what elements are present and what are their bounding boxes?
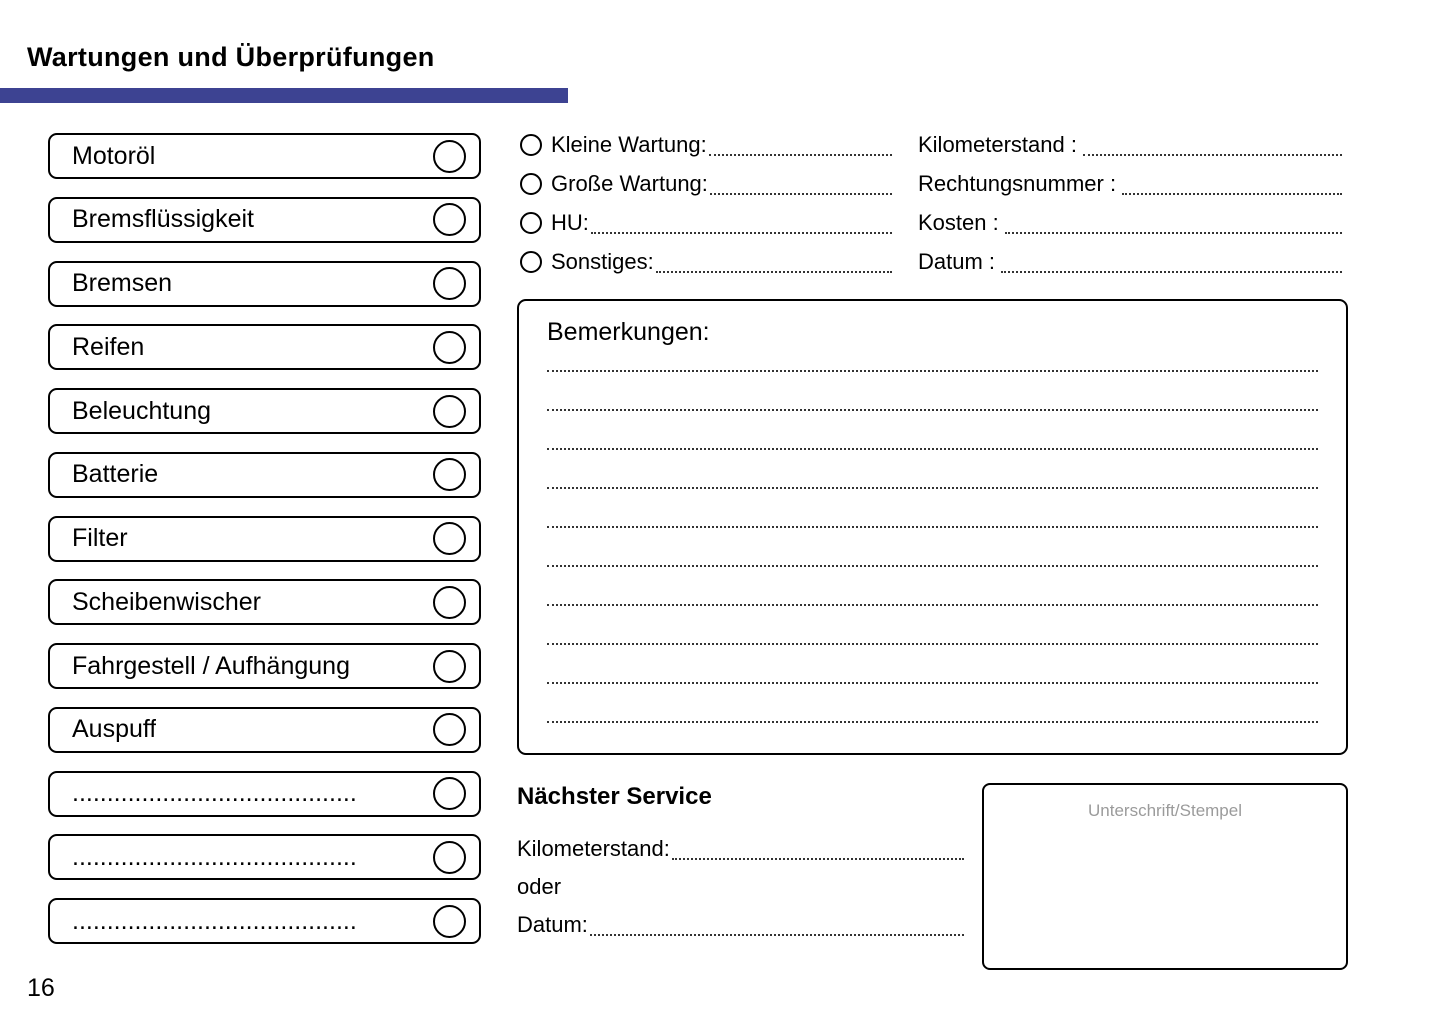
radio-circle[interactable] (520, 251, 542, 273)
next-service-row (517, 906, 964, 944)
checklist (48, 133, 481, 944)
signature-box[interactable] (982, 783, 1348, 970)
checklist-row[interactable] (48, 643, 481, 689)
check-circle[interactable] (433, 586, 466, 619)
remarks-box (517, 299, 1348, 755)
check-circle[interactable] (433, 395, 466, 428)
service-type-row[interactable] (520, 164, 892, 203)
fill-in-line[interactable] (1122, 193, 1342, 195)
service-type-row[interactable] (520, 242, 892, 281)
remarks-line[interactable] (547, 489, 1318, 528)
remarks-line[interactable] (547, 372, 1318, 411)
next-service-fields (517, 830, 964, 944)
fill-in-line[interactable] (710, 193, 892, 195)
check-circle[interactable] (433, 458, 466, 491)
check-circle[interactable] (433, 331, 466, 364)
radio-circle[interactable] (520, 134, 542, 156)
invoice-field-label: Rechtungsnummer : (918, 170, 1117, 196)
check-circle[interactable] (433, 905, 466, 938)
checklist-row[interactable] (48, 516, 481, 562)
checklist-label: Bremsen (72, 269, 173, 297)
checklist-label: Scheibenwischer (72, 587, 261, 616)
remarks-line[interactable] (547, 645, 1318, 684)
fill-in-line[interactable] (709, 154, 892, 156)
remarks-line[interactable] (547, 606, 1318, 645)
page-title: Wartungen und Überprüfungen (27, 42, 435, 72)
checklist-row[interactable] (48, 324, 481, 370)
remarks-line[interactable] (547, 450, 1318, 489)
fill-in-line[interactable] (590, 934, 964, 936)
invoice-field-row[interactable] (918, 242, 1342, 281)
fill-in-line[interactable] (672, 858, 964, 860)
next-service-label: Kilometerstand: (517, 836, 670, 861)
checklist-row[interactable] (48, 261, 481, 307)
invoice-field-row[interactable] (918, 164, 1342, 203)
fill-in-line[interactable] (656, 271, 892, 273)
service-type-label: Kleine Wartung: (551, 131, 707, 157)
service-type-label: HU: (551, 209, 589, 235)
service-type-label: Große Wartung: (551, 170, 708, 196)
checklist-label: Reifen (72, 332, 145, 361)
checklist-label: ......................................... (72, 779, 357, 807)
invoice-field-label: Datum : (918, 248, 996, 274)
remarks-line[interactable] (547, 347, 1318, 372)
remarks-line[interactable] (547, 567, 1318, 606)
invoice-field-row[interactable] (918, 203, 1342, 242)
radio-circle[interactable] (520, 212, 542, 234)
invoice-field-label: Kilometerstand : (918, 131, 1077, 157)
service-type-row[interactable] (520, 125, 892, 164)
checklist-label: Motoröl (72, 141, 156, 170)
page-number: 16 (27, 974, 55, 1002)
check-circle[interactable] (433, 841, 466, 874)
checklist-row[interactable] (48, 133, 481, 179)
checklist-row[interactable] (48, 388, 481, 434)
checklist-row[interactable] (48, 707, 481, 753)
checklist-label: ......................................... (72, 842, 357, 871)
checklist-row[interactable] (48, 898, 481, 944)
remarks-line[interactable] (547, 411, 1318, 450)
next-service-label: oder (517, 874, 562, 899)
remarks-lines (547, 347, 1318, 723)
remarks-line[interactable] (547, 528, 1318, 567)
checklist-label: Bremsflüssigkeit (72, 205, 254, 234)
service-type-list (520, 125, 892, 281)
check-circle[interactable] (433, 267, 466, 300)
checklist-label: Beleuchtung (72, 396, 212, 425)
next-service-section (517, 782, 964, 944)
remarks-line[interactable] (547, 684, 1318, 723)
remarks-title: Bemerkungen: (547, 318, 710, 346)
service-type-row[interactable] (520, 203, 892, 242)
radio-circle[interactable] (520, 173, 542, 195)
check-circle[interactable] (433, 777, 466, 810)
next-service-row (517, 830, 964, 868)
next-service-title: Nächster Service (517, 783, 712, 810)
title-underline (0, 88, 568, 103)
signature-label: Unterschrift/Stempel (1088, 801, 1242, 820)
checklist-row[interactable] (48, 771, 481, 817)
invoice-field-row[interactable] (918, 125, 1342, 164)
invoice-field-list (918, 125, 1342, 281)
service-type-label: Sonstiges: (551, 248, 654, 274)
checklist-label: Filter (72, 524, 128, 552)
fill-in-line[interactable] (1005, 232, 1342, 234)
checklist-row[interactable] (48, 834, 481, 880)
next-service-label: Datum: (517, 912, 588, 937)
checklist-label: Auspuff (72, 715, 157, 744)
check-circle[interactable] (433, 522, 466, 555)
check-circle[interactable] (433, 203, 466, 236)
check-circle[interactable] (433, 650, 466, 683)
next-service-row (517, 868, 964, 906)
checklist-row[interactable] (48, 197, 481, 243)
fill-in-line[interactable] (591, 232, 892, 234)
fill-in-line[interactable] (1001, 271, 1342, 273)
checklist-label: Batterie (72, 460, 159, 489)
check-circle[interactable] (433, 140, 466, 173)
checklist-row[interactable] (48, 579, 481, 625)
checklist-label: ......................................... (72, 906, 357, 935)
invoice-field-label: Kosten : (918, 209, 999, 235)
checklist-row[interactable] (48, 452, 481, 498)
checklist-label: Fahrgestell / Aufhängung (72, 651, 350, 680)
check-circle[interactable] (433, 713, 466, 746)
fill-in-line[interactable] (1083, 154, 1342, 156)
